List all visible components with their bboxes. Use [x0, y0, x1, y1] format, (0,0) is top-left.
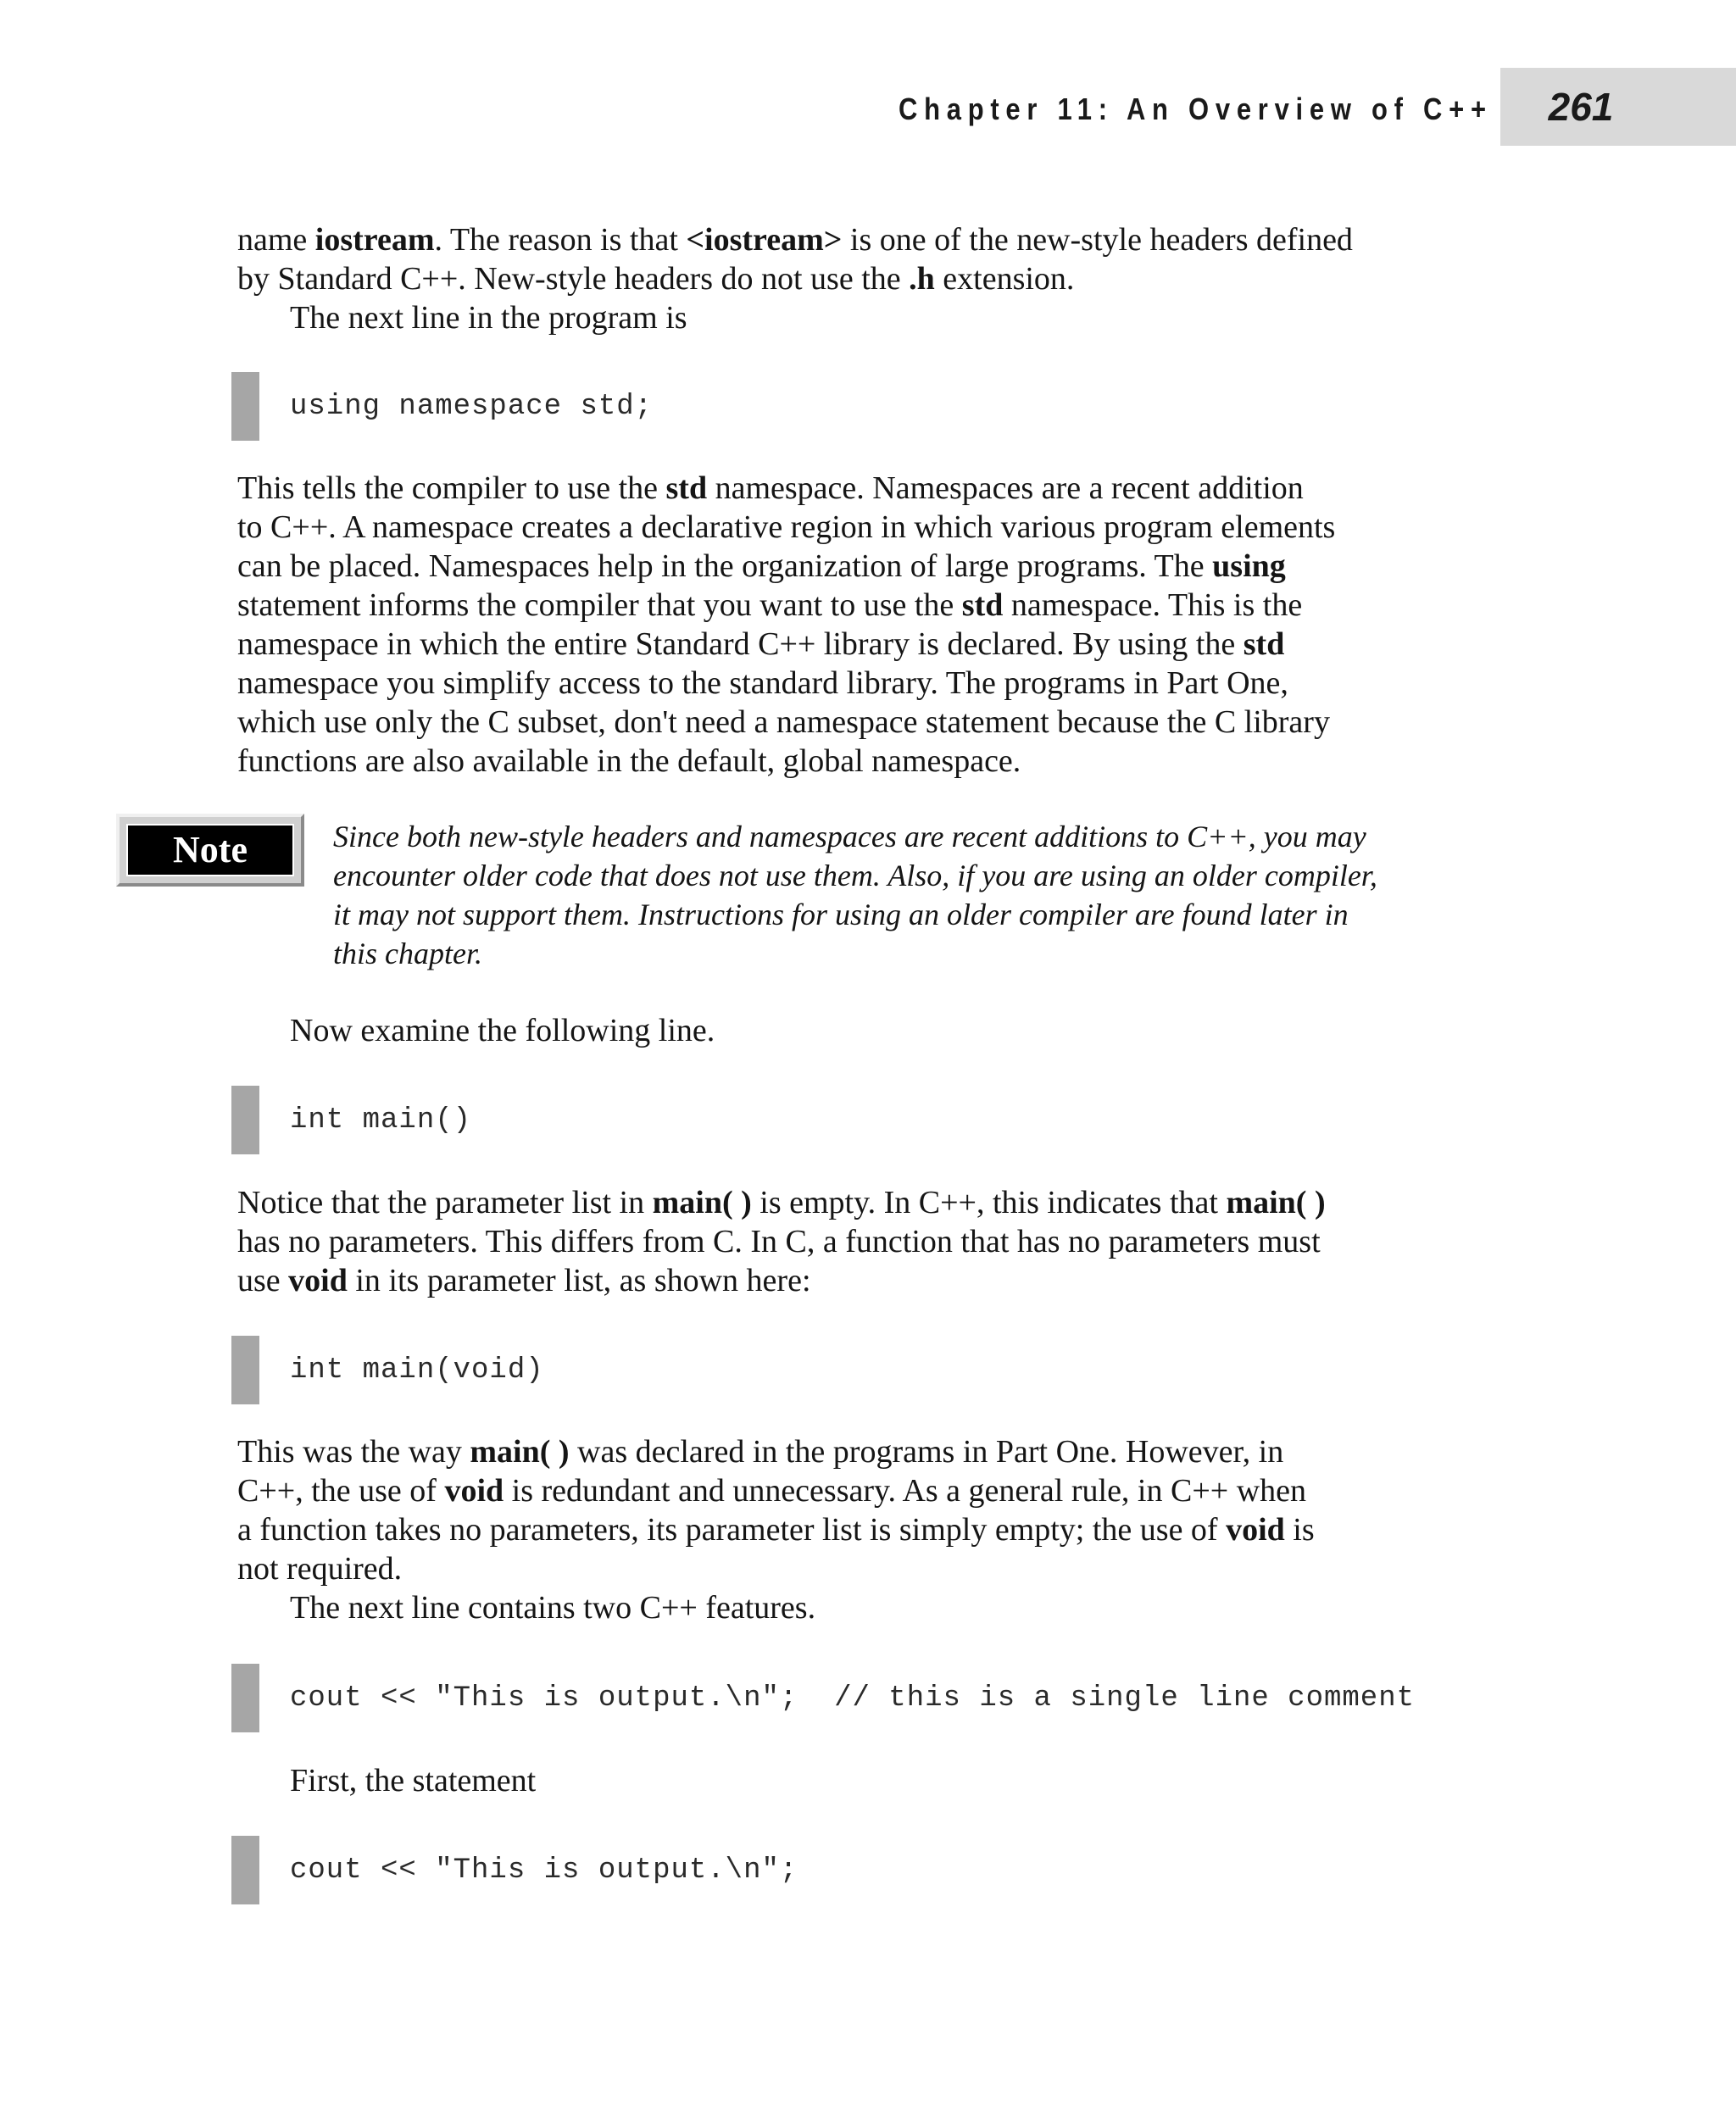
paragraph-line: name iostream. The reason is that <iostream> is one of the new-style headers defined — [237, 222, 1353, 258]
paragraph-line: a function takes no parameters, its parameter list is simply empty; the use of void is — [237, 1512, 1315, 1548]
paragraph-line: namespace you simplify access to the standard library. The programs in Part One, — [237, 665, 1288, 701]
code-block-marker — [231, 1836, 259, 1904]
paragraph-line: This tells the compiler to use the std namespace. Namespaces are a recent addition — [237, 470, 1304, 506]
paragraph-line: use void in its parameter list, as shown here: — [237, 1263, 811, 1298]
paragraph-line: First, the statement — [290, 1763, 537, 1798]
page-number: 261 — [1548, 85, 1614, 129]
note-text-line: Since both new-style headers and namespaces are recent additions to C++, you may — [333, 820, 1366, 853]
note-text-line: encounter older code that does not use them. Also, if you are using an older compiler, — [333, 859, 1377, 892]
paragraph-line: has no parameters. This differs from C. In C, a function that has no parameters must — [237, 1224, 1321, 1259]
code-listing: int main(void) — [290, 1354, 544, 1387]
code-block-marker — [231, 1086, 259, 1154]
code-listing: int main() — [290, 1104, 472, 1137]
code-block-marker — [231, 1664, 259, 1732]
paragraph-line: This was the way main( ) was declared in the programs in Part One. However, in — [237, 1434, 1284, 1470]
paragraph-line: C++, the use of void is redundant and unnecessary. As a general rule, in C++ when — [237, 1473, 1307, 1509]
note-text-line: this chapter. — [333, 937, 482, 970]
note-badge — [116, 814, 304, 887]
paragraph-line: can be placed. Namespaces help in the organization of large programs. The using — [237, 548, 1286, 584]
paragraph-line: Notice that the parameter list in main( ) is empty. In C++, this indicates that main( ) — [237, 1185, 1326, 1220]
code-listing: cout << "This is output.\n"; // this is a single line comment — [290, 1682, 1416, 1715]
paragraph-line: functions are also available in the default, global namespace. — [237, 743, 1021, 779]
note-text-line: it may not support them. Instructions for using an older compiler are found later in — [333, 898, 1349, 931]
paragraph-line: namespace in which the entire Standard C++ library is declared. By using the std — [237, 626, 1285, 662]
code-block-marker — [231, 1336, 259, 1404]
code-listing: cout << "This is output.\n"; — [290, 1854, 798, 1887]
paragraph-line: not required. — [237, 1551, 403, 1587]
paragraph-line: by Standard C++. New-style headers do not use the .h extension. — [237, 261, 1075, 297]
code-listing: using namespace std; — [290, 391, 654, 423]
paragraph-line: The next line contains two C++ features. — [290, 1590, 816, 1626]
running-header-title: Chapter 11: An Overview of C++ — [899, 92, 1493, 126]
code-block-marker — [231, 372, 259, 441]
paragraph-line: which use only the C subset, don't need a namespace statement because the C library — [237, 704, 1330, 740]
paragraph-line: statement informs the compiler that you want to use the std namespace. This is the — [237, 587, 1303, 623]
note-label: Note — [126, 824, 294, 876]
paragraph-line: The next line in the program is — [290, 300, 687, 336]
paragraph-line: to C++. A namespace creates a declarative region in which various program elements — [237, 509, 1336, 545]
paragraph-line: Now examine the following line. — [290, 1013, 715, 1048]
